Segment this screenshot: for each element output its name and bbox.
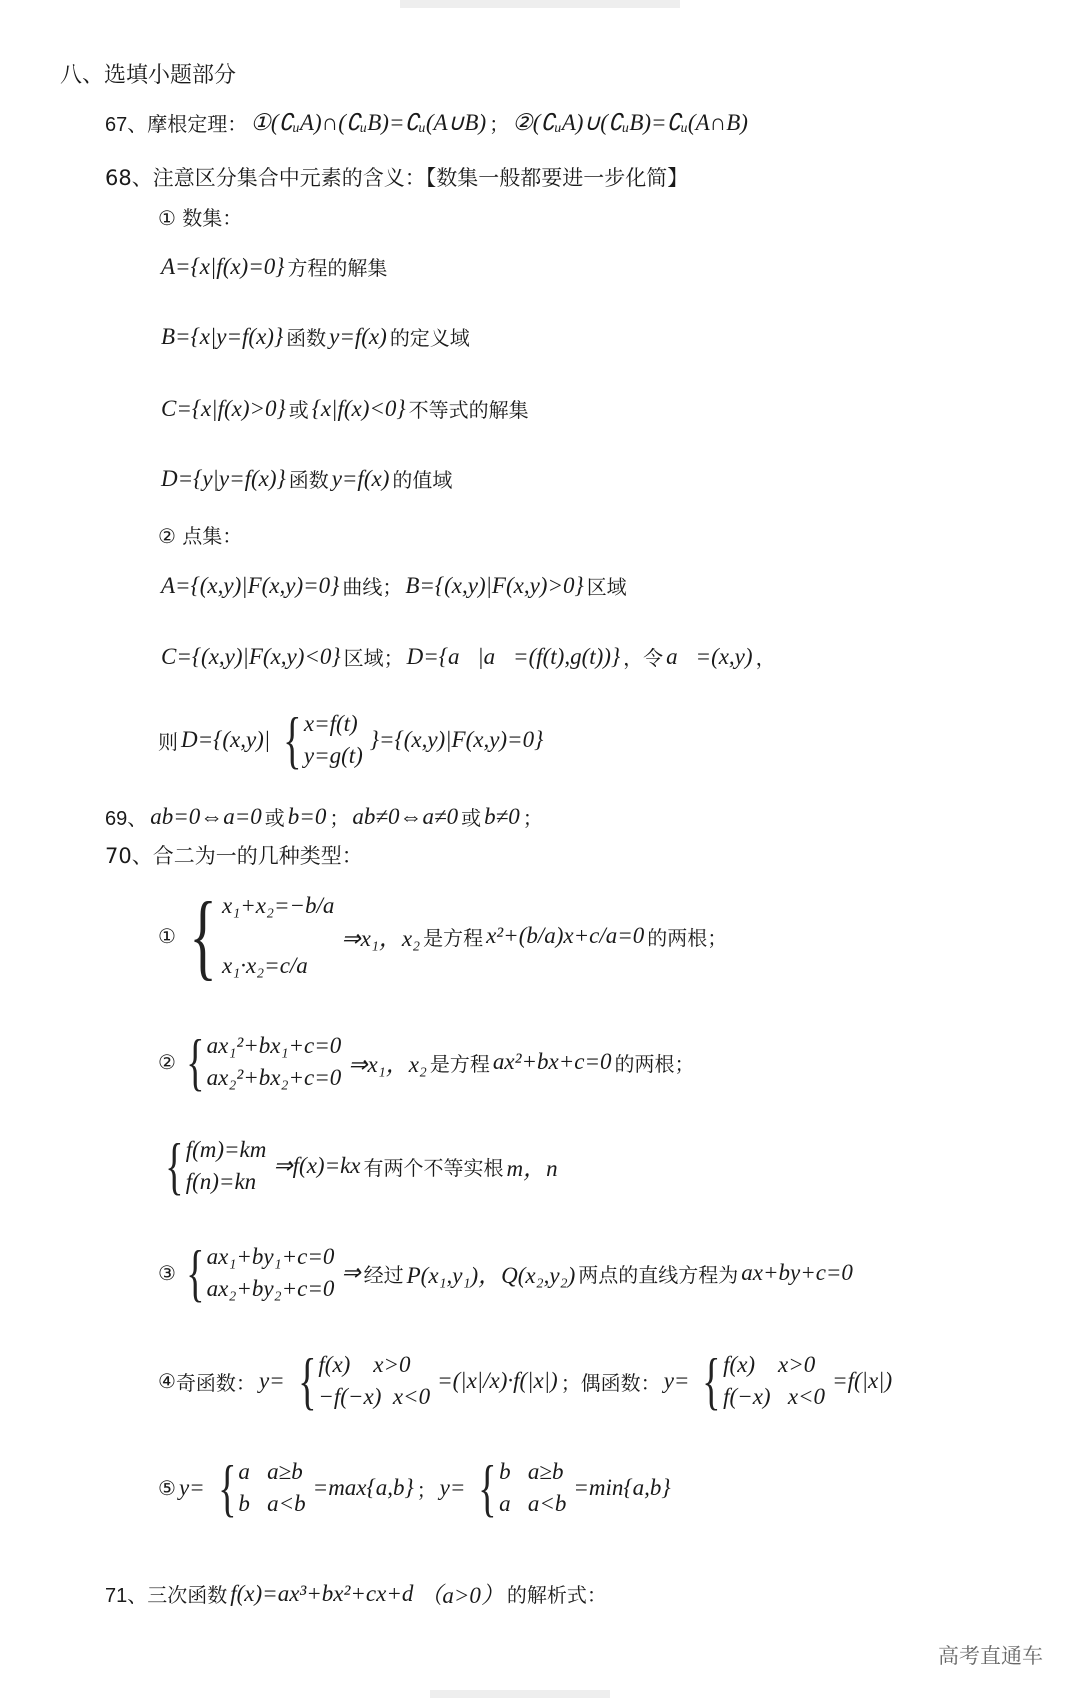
row: a a≥b [238,1459,303,1484]
label: 71、三次函数 [105,1585,228,1607]
math: ax²+bx+c=0 [492,1049,612,1074]
set-a [158,252,387,281]
row: f(m)=km [185,1137,267,1162]
text: 经过 [363,1262,404,1287]
math: ⇒x₁，x₂ [348,1051,427,1077]
item-69 [105,802,543,831]
row: a a<b [499,1491,567,1516]
text: 奇函数： [175,1370,256,1395]
brace-icon: { [186,1026,205,1097]
math: =min{a,b} [573,1475,671,1500]
row: f(n)=kn [185,1169,257,1194]
item-70-label: 70、合二为一的几种类型： [105,844,363,868]
item-67 [105,108,751,137]
row: ax₁²+bx₁+c=0 [206,1033,342,1058]
text: ； [522,806,543,830]
math: C={(x,y)|F(x,y)<0} [161,643,341,669]
brace-icon: { [297,1345,317,1416]
text: 曲线； [342,575,403,599]
math: B={(x,y)|F(x,y)>0} [405,572,584,598]
math: y=f(x) [331,465,390,491]
type-2b [155,1130,561,1201]
brace-icon: { [702,1345,721,1416]
point-set-a-b [158,571,627,600]
equation-system [180,1026,342,1097]
type-2 [158,1026,695,1097]
math: P(x₁,y₁)，Q(x₂,y₂) [406,1262,576,1288]
math: f(x)=ax³+bx²+cx+d [230,1580,414,1606]
number: ③ [158,1261,176,1285]
row: f(−x) x<0 [723,1384,826,1409]
set-d [158,464,452,493]
brace-icon: { [165,1130,184,1201]
math: {x|f(x)<0} [311,395,406,421]
text: 的两根； [614,1051,695,1076]
text: 有两个不等实根 [363,1155,504,1180]
math: =max{a,b} [312,1475,414,1500]
brace-icon: { [189,882,217,989]
text: 不等式的解集 [408,398,529,422]
piecewise [696,1345,826,1416]
text: 或 [461,806,482,830]
math: ⇒x₁，x₂ [341,925,421,951]
math: a⃗=(x,y) [666,643,753,669]
section-title: 八、选填小题部分 [60,63,237,88]
label: 69、 [105,808,148,830]
row: ax₂²+bx₂+c=0 [206,1065,342,1090]
math: m，n [506,1155,558,1181]
item-67-label: 67、摩根定理： [105,114,248,136]
formula-2: ②(∁ᵤA)∪(∁ᵤB)=∁ᵤ(A∩B) [512,109,748,135]
math: y= [178,1475,205,1500]
brace-icon: { [283,704,302,775]
math: ⇒ [341,1260,361,1285]
point-set-c-d [158,642,776,671]
text: 或 [288,398,309,422]
type-4 [158,1345,895,1416]
math: B={x|y=f(x)} [161,323,284,349]
text: ； [416,1477,437,1502]
text: 函数 [286,326,327,350]
row: ax₁+by₁+c=0 [206,1244,335,1269]
row: x=f(t) [303,711,358,736]
number: ① [158,924,176,948]
row: ax₂+by₂+c=0 [206,1276,335,1301]
math: =f(|x|) [832,1368,893,1393]
math: y= [663,1368,690,1393]
text: 则 [158,729,178,754]
text: 方程的解集 [287,256,388,280]
math: A={(x,y)|F(x,y)=0} [161,572,340,598]
text: 是方程 [423,925,484,950]
math: =(|x|/x)·f(|x|) [437,1368,558,1393]
row: x₁·x₂=c/a [222,953,308,978]
row: y=g(t) [303,743,363,768]
math: ab≠0⇔a≠0 [352,803,459,829]
math: D={(x,y)| [181,727,271,752]
number: ④ [158,1369,176,1393]
math: x²+(b/a)x+c/a=0 [486,923,645,948]
text: ，令 [623,646,664,670]
piecewise [212,1452,306,1523]
subheading-number-set: ① 数集： [158,206,243,230]
row: f(x) x>0 [318,1352,411,1377]
math: y= [258,1368,285,1393]
math: ab=0⇔a=0 [150,803,262,829]
brace-icon: { [186,1237,205,1308]
brace-icon: { [478,1452,497,1523]
math: }={(x,y)|F(x,y)=0} [369,727,544,752]
item-71 [105,1577,607,1610]
math: y=f(x) [329,323,387,349]
row: b a≥b [499,1459,564,1484]
math: ax+by+c=0 [741,1260,853,1285]
row: f(x) x>0 [723,1352,816,1377]
equation-system [277,704,363,775]
subheading-point-set: ② 点集： [158,524,243,548]
text: 区域 [586,575,627,599]
text: 的定义域 [389,326,470,350]
math: A={x|f(x)=0} [161,253,285,279]
text: 两点的直线方程为 [578,1262,739,1287]
math: D={a⃗|a⃗=(f(t),g(t))} [406,643,621,669]
point-set-d-param [158,704,546,775]
set-c [158,394,529,423]
text: ；偶函数： [560,1370,661,1395]
type-5 [158,1452,674,1523]
number: ② [158,1050,176,1074]
math: b≠0 [484,803,520,829]
equation-system [180,882,335,989]
row: x₁+x₂=−b/a [222,893,335,918]
math: b=0 [287,803,327,829]
text: 或 [264,806,285,830]
math: y= [439,1475,466,1500]
text: 是方程 [429,1051,490,1076]
text: 函数 [288,468,329,492]
footer-fragment [430,1690,610,1698]
math: D={y|y=f(x)} [161,465,286,491]
type-1 [158,882,728,989]
watermark: 高考直通车 [938,1644,1043,1668]
set-b [158,322,470,351]
piecewise [472,1452,567,1523]
item-68-label: 68、注意区分集合中元素的含义：【数集一般都要进一步化简】 [105,166,689,190]
condition: （a>0） [419,1583,504,1608]
equation-system [159,1130,267,1201]
math: ⇒f(x)=kx [273,1153,361,1178]
text: ， [755,646,776,670]
text: 的解析式： [506,1583,607,1607]
brace-icon: { [217,1452,237,1523]
type-3 [158,1237,856,1308]
text: ； [329,806,350,830]
math: C={x|f(x)>0} [161,395,286,421]
separator: ； [489,112,510,136]
row: b a<b [238,1491,306,1516]
equation-system [180,1237,335,1308]
text: 区域； [343,646,404,670]
header-fragment [400,0,680,8]
number: ⑤ [158,1476,176,1500]
text: 的两根； [647,925,728,950]
piecewise [292,1345,431,1416]
row: −f(−x) x<0 [318,1384,431,1409]
formula-1: ①(∁ᵤA)∩(∁ᵤB)=∁ᵤ(A∪B) [250,109,487,135]
text: 的值域 [392,468,453,492]
